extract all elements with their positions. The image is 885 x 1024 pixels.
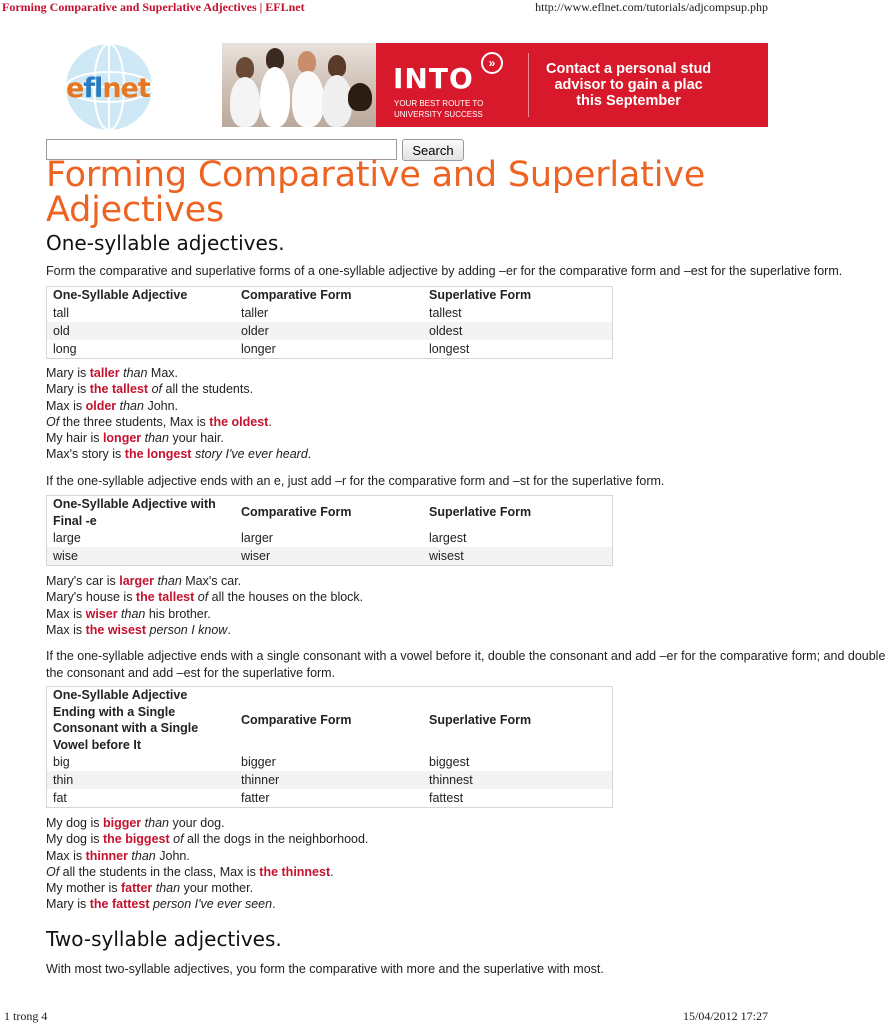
print-header-title: Forming Comparative and Superlative Adjectives | EFLnet: [2, 0, 305, 14]
table-header-row: [47, 287, 613, 305]
table-double-consonant: [46, 686, 613, 808]
example-sentences-1: [46, 365, 746, 463]
example-sentence: My dog is the biggest of all the dogs in the neighborhood.: [46, 832, 369, 847]
intro-paragraph: Form the comparative and superlative forms of a one-syllable adjective by adding –er for the comparative form and –est for the superlative form.: [46, 264, 843, 278]
example-sentence: Mary's house is the tallest of all the houses on the block.: [46, 590, 364, 605]
column-header: Comparative Form: [241, 288, 352, 303]
eflnet-logo[interactable]: [60, 42, 158, 132]
example-sentence: Of all the students in the class, Max is the thinnest.: [46, 864, 334, 879]
example-sentence: My hair is longer than your hair.: [46, 431, 224, 446]
table-row: thin thinner thinnest: [47, 771, 613, 789]
table-row: long longer longest: [53, 342, 470, 356]
column-header: Superlative Form: [429, 712, 532, 727]
banner-contact-text: Contact a personal stud advisor to gain a plac this September: [546, 61, 712, 109]
section-heading-one-syllable: One-syllable adjectives.: [46, 231, 285, 255]
two-syllable-paragraph: With most two-syllable adjectives, you form the comparative with more and the superlative with most.: [46, 962, 604, 976]
double-consonant-paragraph-line1: If the one-syllable adjective ends with a single consonant with a vowel before it, double the consonant and add –er for the comparative form; and double: [46, 649, 885, 663]
example-sentence: Mary is the fattest person I've ever seen.: [46, 897, 276, 912]
column-header: Superlative Form: [429, 288, 532, 303]
example-sentence: Mary's car is larger than Max's car.: [46, 574, 242, 588]
page-title: Forming Comparative and Superlative Adjectives: [46, 155, 706, 230]
column-header: Comparative Form: [241, 712, 352, 727]
table-header-row: [47, 496, 613, 530]
page-counter: 1 trong 4: [4, 1009, 48, 1023]
ad-banner[interactable]: [222, 43, 768, 127]
print-footer: [0, 1008, 768, 1024]
print-header-url: http://www.eflnet.com/tutorials/adjcompsup.php: [535, 0, 768, 14]
into-brand: INTO: [393, 62, 474, 95]
double-consonant-paragraph-line2: the consonant and add –est for the superlative form.: [46, 666, 336, 680]
final-e-paragraph: If the one-syllable adjective ends with an e, just add –r for the comparative form and –st for the superlative form.: [46, 474, 665, 488]
example-sentence: My mother is fatter than your mother.: [46, 881, 254, 896]
banner-tagline: YOUR BEST ROUTE TO UNIVERSITY SUCCESS: [394, 99, 484, 119]
example-sentence: Max's story is the longest story I've ever heard.: [46, 447, 312, 462]
column-header: One-Syllable Adjective with Final -e: [53, 497, 216, 528]
example-sentence: My dog is bigger than your dog.: [46, 816, 225, 830]
column-header: Superlative Form: [429, 505, 532, 520]
example-sentence: Mary is the tallest of all the students.: [46, 382, 254, 397]
column-header: Comparative Form: [241, 505, 352, 520]
example-sentence: Of the three students, Max is the oldest.: [46, 414, 272, 429]
table-row: wise wiser wisest: [47, 547, 613, 566]
table-final-e: [46, 495, 613, 566]
banner-divider: [528, 53, 529, 117]
table-row: big bigger biggest: [53, 755, 470, 769]
column-header: One-Syllable Adjective: [53, 288, 188, 303]
column-header: One-Syllable Adjective Ending with a Single Consonant with a Single Vowel before It: [53, 688, 199, 752]
search-button[interactable]: Search: [402, 139, 464, 161]
svg-text:eflnet: eflnet: [66, 73, 150, 104]
print-timestamp: 15/04/2012 17:27: [682, 1009, 768, 1023]
example-sentences-3: [46, 815, 746, 913]
section-heading-two-syllable: Two-syllable adjectives.: [46, 927, 282, 951]
example-sentence: Max is older than John.: [46, 398, 179, 413]
example-sentences-2: [46, 573, 746, 638]
table-header-row: [47, 687, 613, 754]
table-row: fat fatter fattest: [53, 791, 464, 805]
print-header: [0, 0, 768, 14]
table-row: tall taller tallest: [53, 306, 462, 320]
example-sentence: Max is the wisest person I know.: [46, 622, 231, 637]
double-chevron-icon: »: [481, 52, 503, 74]
example-sentence: Max is wiser than his brother.: [46, 606, 211, 621]
table-one-syllable: [46, 286, 613, 359]
table-row: old older oldest: [47, 322, 613, 340]
students-photo: [222, 43, 376, 127]
table-row: large larger largest: [53, 531, 467, 545]
example-sentence: Mary is taller than Max.: [46, 366, 179, 380]
example-sentence: Max is thinner than John.: [46, 848, 190, 863]
